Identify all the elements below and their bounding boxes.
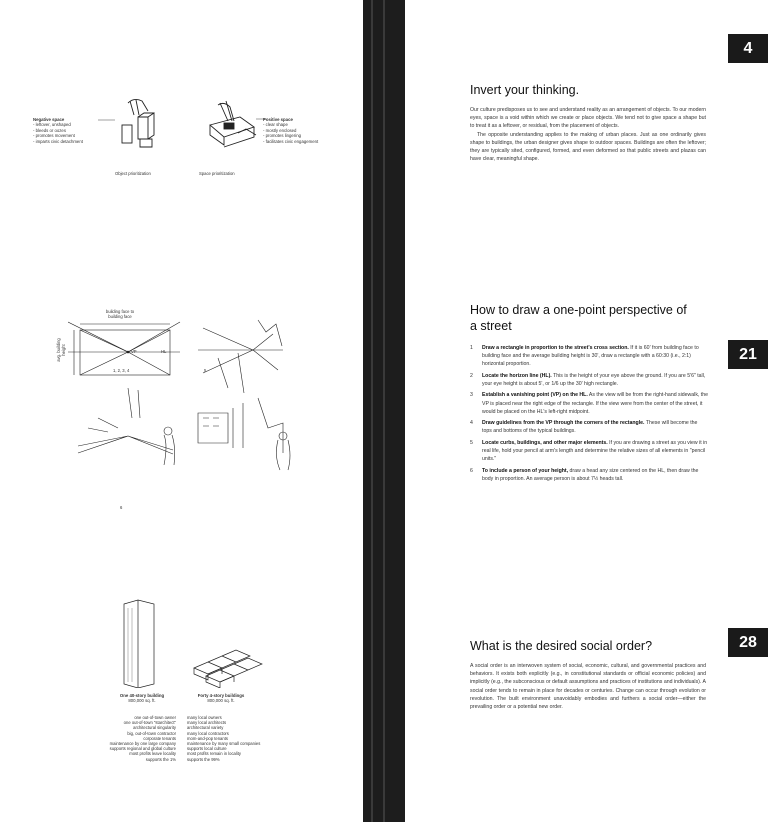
positive-space-caption: Positive space - clear shape - mostly enclosed - promotes lingering - facilitates civic engagement (263, 117, 319, 144)
right-page (405, 0, 768, 822)
object-prioritization-caption: Object prioritization (115, 171, 151, 176)
building-height-label: avg. building height (56, 338, 66, 362)
vp-label: VP (131, 349, 137, 354)
section-21-title: How to draw a one-point perspective of a street (470, 303, 687, 333)
left-page (0, 0, 363, 822)
hl-label: HL (161, 349, 167, 354)
page-tab-21: 21 (728, 340, 768, 369)
many-buildings-attributes-list: many local owners many local architects architectural variety many local contractors mom-and-pop tenants maintenance by many small companies supports local culture most profits remain in locality supports the 99% (187, 715, 261, 762)
page-tab-4: 4 (728, 34, 768, 63)
section-28-title: What is the desired social order? (470, 639, 653, 653)
step-6-label: 6 (120, 505, 123, 510)
book-gutter (363, 0, 405, 822)
one-40-story-caption: One 40-story building 800,000 sq. ft. (119, 693, 165, 704)
step-item: 1 Draw a rectangle in proportion to the street's cross section. If it is 60' from building face to building face and the average building height is 30', draw a rectangle with a 60:30 (i.e., 2:1) horizontal proportion. (470, 345, 699, 368)
step-item: 4 Draw guidelines from the VP through the corners of the rectangle. These will become the tops and bottoms of the typical buildings. (470, 420, 698, 435)
negative-space-caption: Negative space - leftover, unshaped - bleeds or oozes - promotes movement - imparts civic detachment (33, 117, 83, 144)
step-5-label: 5 (204, 368, 207, 373)
perspective-steps-list (470, 344, 708, 486)
steps-1-4-label: 1, 2, 3, 4 (113, 368, 130, 373)
step-item: 6 To include a person of your height, draw a head any size centered on the HL, then draw the body in proportion. An average person is about 7½ heads tall. (470, 467, 699, 482)
step-item: 2 Locate the horizon line (HL). This is the height of your eye above the ground. If you are 5'6" tall, your eye height is about 5', or 1/6 up the 30' high rectangle. (470, 372, 706, 387)
building-face-label: building face to building face (105, 309, 135, 319)
step-item: 5 Locate curbs, buildings, and other major elements. If you are drawing a street as you view it in real life, hold your pencil at arm's length and determine the relative sizes of all elements in "pencil units." (470, 439, 708, 463)
perspective-step-illustrations (68, 318, 298, 478)
section-28-body: A social order is an interwoven system of social, economic, cultural, and governmental practices and behaviors. It exists both explicitly (e.g., in constitutional standards or official economic policies) and implicitly (e.g., the subconscious or default assumptions and practices of institutions and individuals). A social order tends to remain in place for decades or centuries. Change can occur through evolution or revolution. The built environment unavoidably embodies and furthers a social order—either the prevailing order or a potential new order. (470, 663, 706, 711)
space-prioritization-caption: Space prioritization (199, 171, 235, 176)
step-item: 3 Establish a vanishing point (VP) on the HL. As the view will be from the right-hand sidewalk, the VP is placed near the right edge of the rectangle. If the view were from the center of the street, it would be placed on the HL's left-right midpoint. (470, 392, 709, 415)
section-4-title: Invert your thinking. (470, 83, 580, 97)
page-tab-28: 28 (728, 628, 768, 657)
tower-vs-small-buildings-illustration (110, 598, 270, 688)
one-tower-attributes-list: one out-of-town owner one out-of-town "starchitect" architectural singularity big, out-of-town contractor corporate tenants maintenance by one large company supports regional and global culture most profits leave locality supports the 1% (109, 715, 176, 762)
object-space-illustration (60, 95, 270, 165)
section-4-body: Our culture predisposes us to see and understand reality as an arrangement of objects. To our modern eyes, space is a void within which we create or place objects. We tend not to give space a shape but to treat it as a leftover, or residual, from the placement of objects. The opposite understanding applies to the making of urban places. Just as one ordinarily gives shape to buildings, the urban designer gives shape to outdoor spaces. Buildings are often the leftover; they are typically sited, configured, formed, and even deformed so that public streets and plazas can have clear, meaningful shape. (470, 107, 706, 163)
forty-4-story-caption: Forty 4-story buildings 800,000 sq. ft. (197, 693, 245, 704)
